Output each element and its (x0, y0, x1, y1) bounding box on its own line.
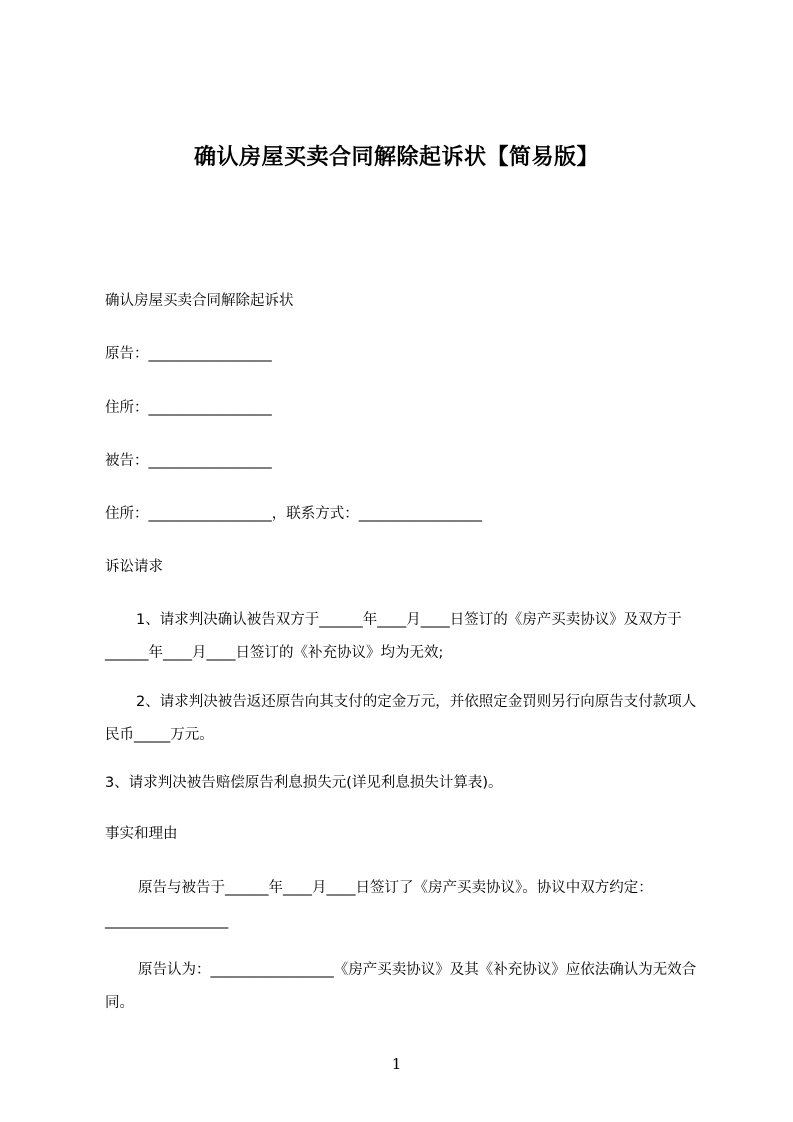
field-defendant-address-contact: 住所：_________________，联系方式：_________________ (105, 506, 482, 522)
heading-facts: 事实和理由 (105, 826, 178, 842)
claim-2: 2、请求判决被告返还原告向其支付的定金万元，并依照定金罚则另行向原告支付款项人民币_____万元。 (105, 694, 697, 743)
heading-claims: 诉讼请求 (105, 559, 163, 575)
field-defendant: 被告：_________________ (105, 453, 272, 469)
document-title: 确认房屋买卖合同解除起诉状【简易版】 (193, 145, 599, 170)
claim-3: 3、请求判决被告赔偿原告利息损失元(详见利息损失计算表)。 (105, 775, 503, 791)
claim-1: 1、请求判决确认被告双方于______年____月____日签订的《房产买卖协议》及双方于______年____月____日签订的《补充协议》均为无效; (105, 612, 682, 661)
field-plaintiff: 原告：_________________ (105, 346, 272, 362)
facts-paragraph-1: 原告与被告于______年____月____日签订了《房产买卖协议》。协议中双方约定：_________________ (105, 880, 653, 929)
facts-paragraph-2: 原告认为：_________________《房产买卖协议》及其《补充协议》应依法确认为无效合同。 (105, 962, 697, 1011)
field-plaintiff-address: 住所：_________________ (105, 400, 272, 416)
heading-complaint: 确认房屋买卖合同解除起诉状 (105, 293, 294, 309)
page-number: 1 (391, 1055, 402, 1073)
